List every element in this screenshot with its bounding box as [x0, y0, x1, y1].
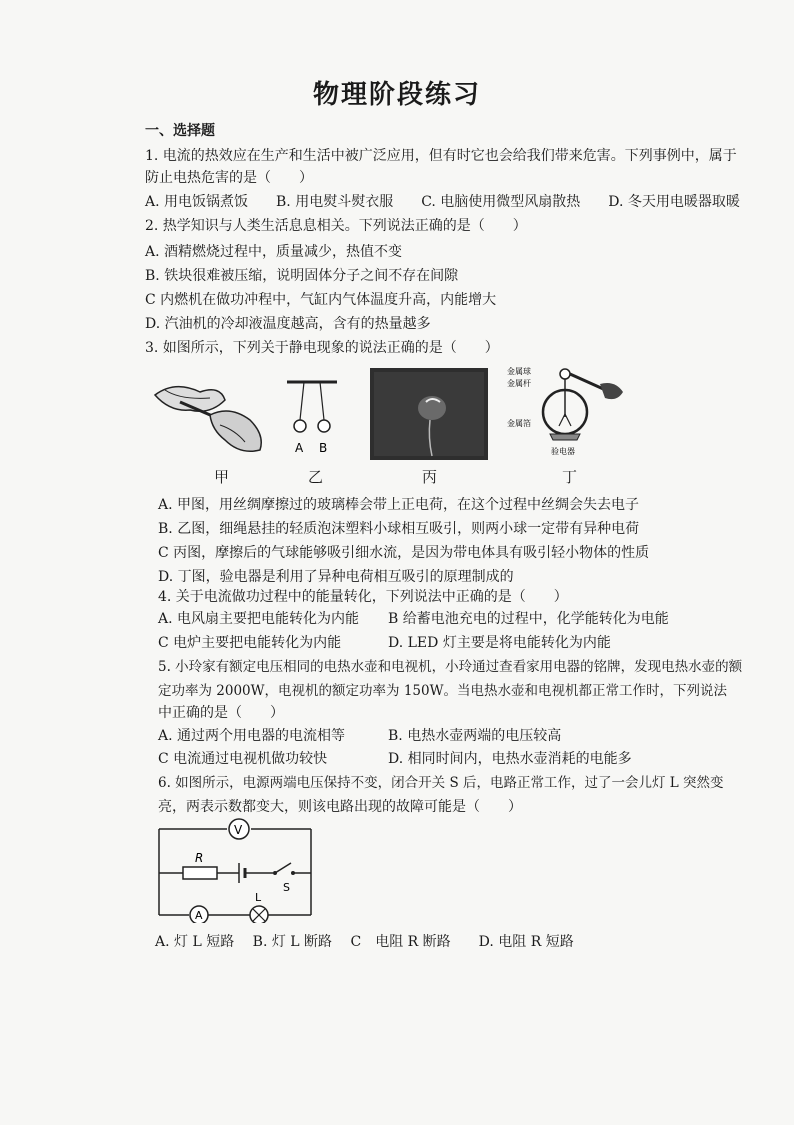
figure-jia-rubbing — [150, 370, 270, 460]
q2-option-a: A. 酒精燃烧过程中，质量减少，热值不变 — [145, 244, 403, 260]
q6-stem-line1: 6. 如图所示，电源两端电压保持不变，闭合开关 S 后，电路正常工作，过了一会儿灯 L 突然变 — [158, 775, 724, 791]
label-electroscope: 验电器 — [551, 447, 575, 456]
q3-option-a: A. 甲图，用丝绸摩擦过的玻璃棒会带上正电荷，在这个过程中丝绸会失去电子 — [158, 497, 640, 513]
section-heading: 一、选择题 — [145, 123, 215, 139]
q3-option-c: C 丙图，摩擦后的气球能够吸引细水流，是因为带电体具有吸引轻小物体的性质 — [158, 545, 650, 561]
q5-stem-line2: 定功率为 2000W，电视机的额定功率为 150W。当电热水壶和电视机都正常工作时，下列说法 — [158, 683, 727, 699]
q4-option-d: D. LED 灯主要是将电能转化为内能 — [388, 635, 611, 651]
lamp-label: L — [255, 891, 262, 904]
q4-option-a: A. 电风扇主要把电能转化为内能 — [158, 611, 360, 627]
q5-option-c: C 电流通过电视机做功较快 — [158, 751, 328, 767]
ball-label-b: B — [319, 441, 328, 455]
switch-label: S — [283, 881, 290, 894]
label-metal-rod: 金属杆 — [507, 379, 531, 388]
q4-option-b: B 给蓄电池充电的过程中，化学能转化为电能 — [388, 611, 669, 627]
q3-option-b: B. 乙图，细绳悬挂的轻质泡沫塑料小球相互吸引，则两小球一定带有异种电荷 — [158, 521, 640, 537]
figure-ding-electroscope — [505, 362, 630, 462]
resistor-label: R — [195, 851, 204, 865]
label-metal-foil: 金属箔 — [507, 419, 531, 428]
q6-stem-line2: 亮，两表示数都变大，则该电路出现的故障可能是（ ） — [158, 799, 522, 815]
q1-stem-line1: 1. 电流的热效应在生产和生活中被广泛应用，但有时它也会给我们带来危害。下列事例中，属于 — [145, 148, 737, 164]
figure-label-ding: 丁 — [562, 468, 578, 486]
ball-label-a: A — [295, 441, 304, 455]
page-title: 物理阶段练习 — [312, 80, 481, 110]
q5-stem-line3: 中正确的是（ ） — [158, 705, 284, 721]
figure-label-yi: 乙 — [308, 468, 324, 486]
q5-option-d: D. 相同时间内，电热水壶消耗的电能多 — [388, 751, 632, 767]
figure-yi-hanging-balls — [282, 378, 342, 458]
q5-option-a: A. 通过两个用电器的电流相等 — [158, 728, 346, 744]
figure-bing-photo — [370, 368, 488, 460]
q5-option-b: B. 电热水壶两端的电压较高 — [388, 728, 562, 744]
figure-label-bing: 丙 — [422, 468, 438, 486]
q6-options: A. 灯 L 短路 B. 灯 L 断路 C 电阻 R 断路 D. 电阻 R 短路 — [155, 934, 574, 950]
label-metal-ball: 金属球 — [507, 367, 531, 376]
resistor-symbol — [183, 867, 217, 879]
ammeter-label: A — [195, 909, 203, 922]
q1-options: A. 用电饭锅煮饭 B. 用电熨斗熨衣服 C. 电脑使用微型风扇散热 D. 冬天用电暖器取暖 — [145, 194, 740, 210]
figure-label-jia: 甲 — [214, 468, 230, 486]
q2-stem: 2. 热学知识与人类生活息息相关。下列说法正确的是（ ） — [145, 218, 527, 234]
q2-option-b: B. 铁块很难被压缩，说明固体分子之间不存在间隙 — [145, 268, 459, 284]
q1-stem-line2: 防止电热危害的是（ ） — [145, 170, 313, 186]
q3-stem: 3. 如图所示，下列关于静电现象的说法正确的是（ ） — [145, 340, 499, 356]
voltmeter-label: V — [234, 823, 243, 837]
q4-option-c: C 电炉主要把电能转化为内能 — [158, 635, 342, 651]
q4-stem: 4. 关于电流做功过程中的能量转化，下列说法中正确的是（ ） — [158, 589, 568, 605]
circuit-diagram — [155, 815, 315, 923]
q3-option-d: D. 丁图，验电器是利用了异种电荷相互吸引的原理制成的 — [158, 569, 514, 585]
q2-option-d: D. 汽油机的冷却液温度越高，含有的热量越多 — [145, 316, 431, 332]
q2-option-c: C 内燃机在做功冲程中，气缸内气体温度升高，内能增大 — [145, 292, 497, 308]
q5-stem-line1: 5. 小玲家有额定电压相同的电热水壶和电视机，小玲通过查看家用电器的铭牌，发现电热水壶的额 — [158, 659, 743, 675]
switch-symbol — [275, 863, 291, 873]
